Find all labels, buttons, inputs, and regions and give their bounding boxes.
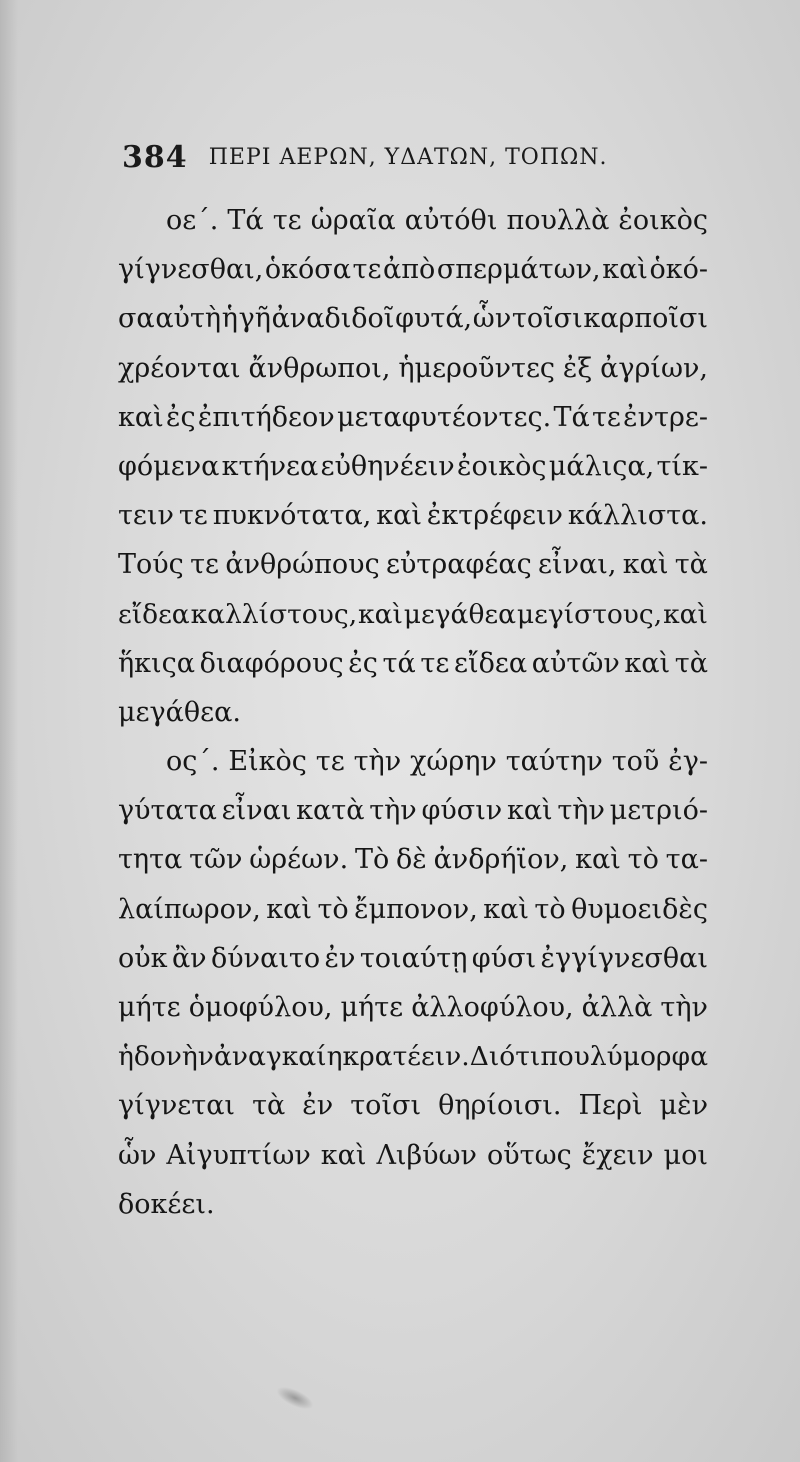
word: γίγνεται — [118, 1090, 236, 1122]
word: ἡμεροῦντες — [398, 352, 556, 384]
word: μάλιςα, — [548, 450, 655, 482]
word: Λιβύων — [376, 1139, 477, 1171]
word: τῶν — [189, 844, 243, 876]
word: καὶ — [320, 1139, 367, 1171]
word: δύναιτο — [211, 942, 321, 974]
word: φυτά, — [395, 303, 473, 335]
word: χώρην — [410, 746, 497, 778]
word: κάλλιστα. — [567, 500, 708, 532]
word: τα- — [665, 844, 708, 876]
text-line: δοκέει. — [118, 1188, 215, 1220]
word: ἄνθρωποι, — [248, 352, 391, 384]
ink-smudge — [273, 1382, 316, 1413]
word: οὐκ — [118, 942, 168, 974]
word: οὕτως — [486, 1139, 572, 1171]
word: πουλλὰ — [506, 205, 610, 236]
text-line: μεγάθεα. — [118, 696, 241, 728]
text-line — [118, 245, 708, 294]
word: τε — [272, 205, 302, 236]
word: χρέονται — [118, 352, 241, 384]
word: Τὸ — [354, 844, 390, 876]
word: ταύτην — [505, 746, 603, 778]
word: ἐπιτήδεον — [197, 401, 335, 433]
word: δὲ — [396, 844, 427, 876]
word: μὲν — [659, 1090, 708, 1122]
word: ὁκό- — [649, 254, 708, 286]
word: ἔχειν — [581, 1139, 654, 1171]
text-line — [118, 737, 708, 786]
body-text — [118, 196, 708, 1229]
word: καὶ — [624, 647, 671, 679]
text-line — [118, 983, 708, 1032]
word: τά — [382, 647, 416, 679]
word: αὐτῶν — [531, 647, 620, 679]
word: τὰ — [674, 549, 708, 581]
word: τίκ- — [656, 450, 708, 482]
word: ἀλλοφύλου, — [411, 992, 574, 1023]
word: ἡδονὴν — [118, 1041, 214, 1073]
word: εἴδεα — [118, 598, 190, 630]
word: τε — [591, 401, 621, 433]
word: ἀνθρώπους — [225, 549, 380, 581]
word: μεταφυτέοντες. — [336, 401, 552, 433]
word: ἀγρίων, — [600, 352, 708, 384]
word: ἐν — [302, 1090, 334, 1122]
page-gutter-shadow — [0, 0, 18, 1462]
text-line — [118, 1081, 708, 1130]
word: τοῖσι — [511, 303, 583, 335]
word: ὁκόσα — [264, 254, 351, 286]
word: λαίπωρον, — [118, 893, 261, 925]
word: μήτε — [118, 992, 181, 1023]
word: φύσιν — [421, 795, 503, 827]
word: καὶ — [506, 795, 553, 827]
word: ἔμπονον, — [354, 893, 478, 925]
word: καὶ — [575, 844, 621, 876]
word: ἐοικὸς — [456, 450, 547, 482]
word: ἐγγίγνεσθαι — [540, 942, 708, 974]
word: κατὰ — [296, 795, 365, 827]
word: τειν — [118, 500, 174, 532]
word: καὶ — [358, 598, 403, 630]
word: τὸ — [534, 893, 566, 925]
word: τὴν — [660, 992, 708, 1023]
word: Τά — [227, 205, 264, 236]
word: πουλύμορφα — [540, 1041, 708, 1073]
word: τοῦ — [611, 746, 660, 778]
word: Εἰκὸς — [228, 746, 307, 778]
word: θυμοειδὲς — [571, 893, 708, 925]
word: ἐκτρέφειν — [426, 500, 563, 532]
word: τε — [315, 746, 345, 778]
text-line — [118, 1131, 708, 1180]
word: ἀναγκαίη — [213, 1041, 343, 1073]
word: καὶ — [663, 598, 708, 630]
word: καὶ — [602, 254, 648, 286]
text-line — [118, 590, 708, 639]
text-line — [118, 393, 708, 442]
text-line — [118, 196, 708, 245]
word: τὰ — [252, 1090, 286, 1122]
word: μήτε — [340, 992, 404, 1023]
word: ἥκιςα — [118, 647, 195, 679]
word: μεγίστους, — [516, 598, 663, 630]
text-line — [118, 294, 708, 343]
word: αὐτόθι — [404, 205, 498, 236]
word: ὡρέων. — [249, 844, 349, 876]
word: ἐοικὸς — [618, 205, 708, 236]
page-header — [122, 140, 682, 175]
text-line — [118, 835, 708, 884]
word: αὐτὴ — [155, 303, 222, 335]
word: ος΄. — [166, 746, 220, 778]
word: διαφόρους — [199, 647, 344, 679]
text-line — [118, 786, 708, 835]
word: τητα — [118, 844, 183, 876]
word: τὴν — [353, 746, 402, 778]
word: Τά — [553, 401, 590, 433]
word: τοῖσι — [350, 1090, 422, 1122]
word: Περὶ — [578, 1090, 643, 1122]
word: εἴδεα — [454, 647, 528, 679]
word: τε — [190, 549, 220, 581]
word: ἐντρε- — [623, 401, 708, 433]
word: μεγάθεα — [403, 598, 517, 630]
word: τε — [420, 647, 450, 679]
word: τε — [178, 500, 208, 532]
word: ὡραῖα — [310, 205, 396, 236]
text-line — [118, 442, 708, 491]
word: καρποῖσι — [583, 303, 708, 335]
running-head: ΠΕΡΙ ΑΕΡΩΝ, ΥΔΑΤΩΝ, ΤΟΠΩΝ. — [208, 145, 608, 170]
text-line — [118, 1032, 708, 1081]
word: ἐγ- — [668, 746, 708, 778]
word: γίγνεσθαι, — [118, 254, 264, 286]
word: εἶναι, — [538, 549, 617, 581]
word: Διότι — [469, 1041, 541, 1073]
word: ἀναδιδοῖ — [271, 303, 395, 335]
word: ἐς — [165, 401, 196, 433]
word: ἐς — [348, 647, 378, 679]
word: γῆ — [238, 303, 271, 335]
word: κρατέειν. — [342, 1041, 470, 1073]
word: καὶ — [266, 893, 312, 925]
word: ἀλλὰ — [581, 992, 653, 1023]
word: ὧν — [118, 1139, 157, 1171]
word: τε — [352, 254, 382, 286]
word: Αἰγυπτίων — [166, 1139, 311, 1171]
page-number: 384 — [122, 140, 188, 175]
word: τὴν — [557, 795, 605, 827]
word: θηρίοισι. — [438, 1090, 562, 1122]
word: ἡ — [221, 303, 238, 335]
text-line — [118, 540, 708, 589]
word: φύσι — [471, 942, 537, 974]
text-line — [118, 639, 708, 688]
word: εὐθηνέειν — [320, 450, 455, 482]
word: ἀνδρήϊον, — [433, 844, 569, 876]
word: σπερμάτων, — [436, 254, 601, 286]
word: τοιαύτῃ — [359, 942, 468, 974]
word: τὴν — [369, 795, 417, 827]
word: Τούς — [118, 549, 184, 581]
word: ὧν — [472, 303, 512, 335]
word: καὶ — [622, 549, 669, 581]
word: γύτατα — [118, 795, 217, 827]
word: καὶ — [118, 401, 164, 433]
word: τὰ — [674, 647, 708, 679]
word: πυκνότατα, — [212, 500, 372, 532]
word: κτήνεα — [221, 450, 319, 482]
word: τὸ — [627, 844, 659, 876]
word: καὶ — [376, 500, 422, 532]
word: οε΄. — [166, 205, 219, 236]
word: εἶναι — [221, 795, 292, 827]
word: εὐτραφέας — [386, 549, 532, 581]
word: φόμενα — [118, 450, 220, 482]
word: ἐξ — [562, 352, 593, 384]
text-line — [118, 344, 708, 393]
word: καὶ — [483, 893, 529, 925]
text-line — [118, 934, 708, 983]
word: μετριό- — [609, 795, 708, 827]
word: ἂν — [171, 942, 207, 974]
word: σα — [118, 303, 155, 335]
text-line — [118, 885, 708, 934]
word: ἀπὸ — [383, 254, 436, 286]
word: μοι — [663, 1139, 708, 1171]
text-line — [118, 491, 708, 540]
word: ὁμοφύλου, — [188, 992, 333, 1023]
word: τὸ — [317, 893, 349, 925]
word: ἐν — [324, 942, 356, 974]
word: καλλίστους, — [190, 598, 358, 630]
